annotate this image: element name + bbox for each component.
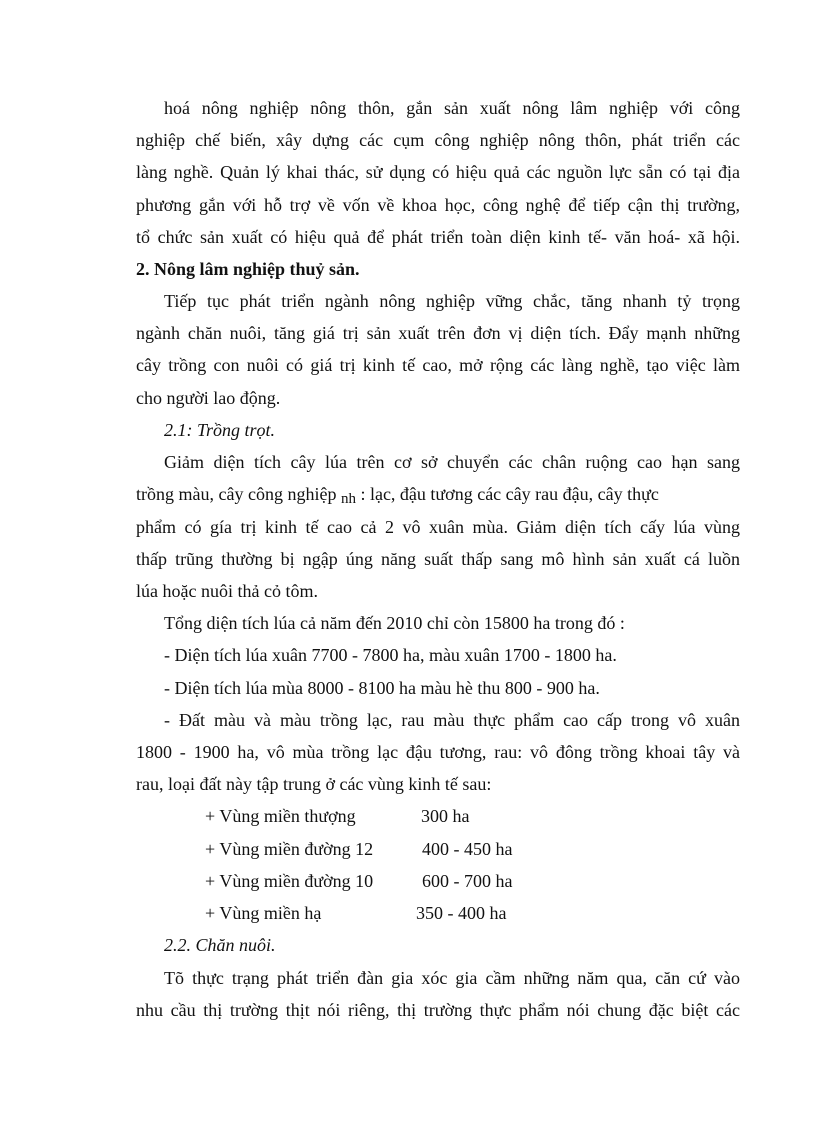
paragraph-line — [136, 482, 740, 506]
text-run: trồng màu, cây công nghiệp — [136, 484, 341, 504]
region-area: 600 - 700 ha — [422, 871, 513, 891]
region-name: + Vùng miền hạ — [205, 903, 322, 923]
paragraph-line: nhu cầu thị trường thịt nói riêng, thị trường thực phẩm nói chung đặc biệt các — [136, 1000, 740, 1020]
bullet-item: - Diện tích lúa mùa 8000 - 8100 ha màu hè thu 800 - 900 ha. — [164, 678, 600, 698]
paragraph-line: phương gắn với hỗ trợ về vốn về khoa học, công nghệ để tiếp cận thị trường, — [136, 195, 740, 215]
bullet-item: - Đất màu và màu trồng lạc, rau màu thực phẩm cao cấp trong vô xuân — [164, 710, 740, 730]
paragraph-line: hoá nông nghiệp nông thôn, gắn sản xuất nông lâm nghiệp với công — [164, 98, 740, 118]
subsection-heading: 2.1: Trồng trọt. — [164, 420, 276, 440]
paragraph-line: Tõ thực trạng phát triển đàn gia xóc gia cầm những năm qua, căn cứ vào — [164, 968, 740, 988]
region-name: + Vùng miền thượng — [205, 806, 356, 826]
subsection-heading: 2.2. Chăn nuôi. — [164, 935, 276, 955]
paragraph-line: 1800 - 1900 ha, vô mùa trồng lạc đậu tương, rau: vô đông trồng khoai tây và — [136, 742, 740, 762]
paragraph-line: Tiếp tục phát triển ngành nông nghiệp vững chắc, tăng nhanh tỷ trọng — [164, 291, 740, 311]
text-run: : lạc, đậu tương các cây rau đậu, cây thực — [355, 484, 659, 504]
paragraph-line: phẩm có gía trị kinh tế cao cả 2 vô xuân mùa. Giảm diện tích cấy lúa vùng — [136, 517, 740, 537]
paragraph-line: tổ chức sản xuất có hiệu quả để phát triển toàn diện kinh tế- văn hoá- xã hội. — [136, 227, 740, 247]
paragraph-line: cây trồng con nuôi có giá trị kinh tế cao, mở rộng các làng nghề, tạo việc làm — [136, 355, 740, 375]
region-area: 300 ha — [421, 806, 470, 826]
paragraph-line: lúa hoặc nuôi thả cỏ tôm. — [136, 581, 318, 601]
section-heading: 2. Nông lâm nghiệp thuỷ sản. — [136, 259, 360, 279]
paragraph-line: Giảm diện tích cây lúa trên cơ sở chuyển các chân ruộng cao hạn sang — [164, 452, 740, 472]
paragraph-line: ngành chăn nuôi, tăng giá trị sản xuất trên đơn vị diện tích. Đẩy mạnh những — [136, 323, 740, 343]
region-area: 400 - 450 ha — [422, 839, 513, 859]
bullet-item: - Diện tích lúa xuân 7700 - 7800 ha, màu xuân 1700 - 1800 ha. — [164, 645, 617, 665]
paragraph-line: Tổng diện tích lúa cả năm đến 2010 chỉ còn 15800 ha trong đó : — [164, 613, 625, 633]
text-run: nh — [340, 491, 356, 507]
paragraph-line: thấp trũng thường bị ngập úng năng suất thấp sang mô hình sản xuất cá luồn — [136, 549, 740, 569]
paragraph-line: cho người lao động. — [136, 388, 281, 408]
paragraph-line: làng nghề. Quản lý khai thác, sử dụng có hiệu quả các nguồn lực sẵn có tại địa — [136, 162, 740, 182]
region-area: 350 - 400 ha — [416, 903, 507, 923]
region-name: + Vùng miền đường 12 — [205, 839, 374, 859]
region-name: + Vùng miền đường 10 — [205, 871, 374, 891]
paragraph-line: rau, loại đất này tập trung ở các vùng kinh tế sau: — [136, 774, 492, 794]
paragraph-line: nghiệp chế biến, xây dựng các cụm công nghiệp nông thôn, phát triển các — [136, 130, 740, 150]
